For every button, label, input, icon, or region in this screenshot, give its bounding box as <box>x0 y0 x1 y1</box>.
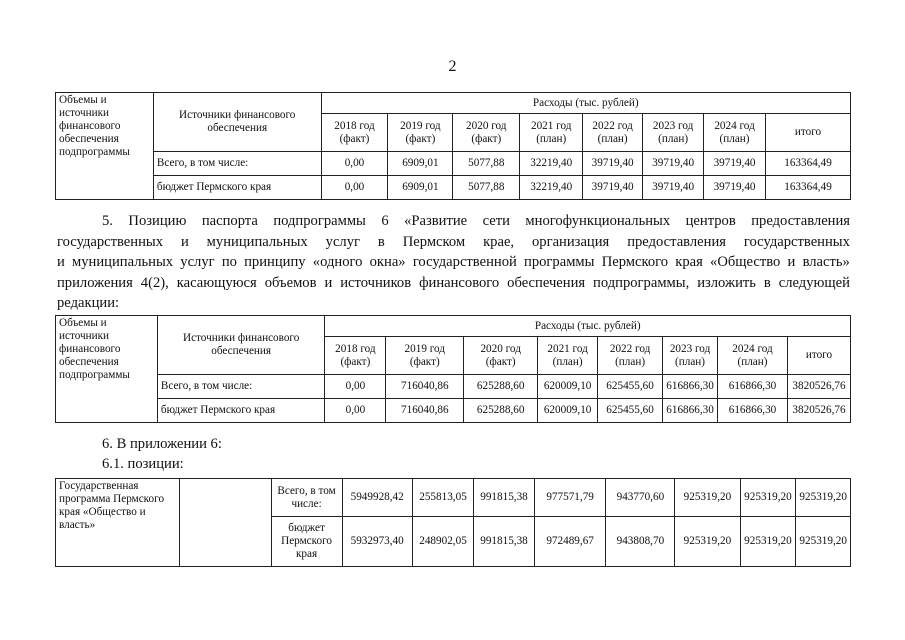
year-header: 2023 год (план) <box>643 114 704 152</box>
subprogram-financing-label: Объемы и источники финансового обеспечения подпрограммы <box>56 93 154 200</box>
table-cell: 616866,30 <box>663 399 718 423</box>
year-header: 2022 год (план) <box>598 337 663 375</box>
table-cell: 991815,38 <box>474 517 535 567</box>
table-cell: 0,00 <box>325 375 386 399</box>
empty-cell <box>180 479 271 567</box>
row-label: Всего, в том числе: <box>271 479 342 517</box>
table-cell: 943770,60 <box>606 479 675 517</box>
table-cell: 5077,88 <box>453 152 520 176</box>
year-header: 2019 год (факт) <box>386 337 464 375</box>
table-cell: 5949928,42 <box>342 479 412 517</box>
table-cell: 716040,86 <box>386 399 464 423</box>
table-cell: 6909,01 <box>388 152 453 176</box>
table-row <box>56 375 851 399</box>
table-cell: 716040,86 <box>386 375 464 399</box>
table-cell: 0,00 <box>321 152 388 176</box>
row-label: бюджет Пермского края <box>153 176 321 200</box>
table-cell: 616866,30 <box>718 399 788 423</box>
text-line: и муниципальных услуг по принципу «одного окна» государственной программы Пермского края «Общество и власть» <box>57 254 850 270</box>
table-cell: 620009,10 <box>538 375 598 399</box>
text-line: редакции: <box>57 295 120 311</box>
year-header: 2021 год (план) <box>538 337 598 375</box>
table-cell: 3820526,76 <box>787 375 850 399</box>
table-cell: 925319,20 <box>796 517 851 567</box>
table-cell: 5077,88 <box>453 176 520 200</box>
row-label: Всего, в том числе: <box>157 375 325 399</box>
total-header: итого <box>787 337 850 375</box>
table-cell: 39719,40 <box>643 152 704 176</box>
table-cell: 255813,05 <box>412 479 473 517</box>
table-cell: 0,00 <box>321 176 388 200</box>
year-header: 2024 год (план) <box>704 114 766 152</box>
year-header: 2023 год (план) <box>663 337 718 375</box>
table-cell: 625455,60 <box>598 399 663 423</box>
section-6-heading: 6. В приложении 6: <box>102 436 222 452</box>
table-row <box>56 399 851 423</box>
table-cell: 991815,38 <box>474 479 535 517</box>
total-header: итого <box>766 114 851 152</box>
table-cell: 972489,67 <box>534 517 606 567</box>
year-header: 2020 год (факт) <box>464 337 538 375</box>
year-header: 2020 год (факт) <box>453 114 520 152</box>
table-cell: 977571,79 <box>534 479 606 517</box>
table-cell: 620009,10 <box>538 399 598 423</box>
program-table <box>55 478 851 567</box>
text-line: приложения 4(2), касающуюся объемов и источников финансового обеспечения подпрограммы, изложить в следующей <box>57 274 850 291</box>
table-cell: 0,00 <box>325 399 386 423</box>
table-cell: 616866,30 <box>718 375 788 399</box>
expenses-header: Расходы (тыс. рублей) <box>325 316 851 337</box>
table-cell: 163364,49 <box>766 152 851 176</box>
subprogram-financing-label: Объемы и источники финансового обеспечения подпрограммы <box>56 316 158 423</box>
sources-header: Источники финансового обеспечения <box>157 316 325 375</box>
year-header: 2018 год (факт) <box>325 337 386 375</box>
table-cell: 943808,70 <box>606 517 675 567</box>
table-cell: 163364,49 <box>766 176 851 200</box>
table-cell: 39719,40 <box>583 176 643 200</box>
table-cell: 625455,60 <box>598 375 663 399</box>
year-header: 2024 год (план) <box>718 337 788 375</box>
row-label: Всего, в том числе: <box>153 152 321 176</box>
table-row <box>56 152 851 176</box>
table-row <box>56 176 851 200</box>
page-number: 2 <box>448 58 457 75</box>
table-cell: 925319,20 <box>740 517 796 567</box>
sources-header: Источники финансового обеспечения <box>153 93 321 152</box>
table-cell: 39719,40 <box>643 176 704 200</box>
expenses-header: Расходы (тыс. рублей) <box>321 93 850 114</box>
year-header: 2019 год (факт) <box>388 114 453 152</box>
table-cell: 925319,20 <box>675 517 740 567</box>
table-cell: 925319,20 <box>740 479 796 517</box>
table-cell: 32219,40 <box>520 176 583 200</box>
table-cell: 625288,60 <box>464 399 538 423</box>
financing-table-1 <box>55 92 851 200</box>
table-cell: 39719,40 <box>704 152 766 176</box>
table-cell: 616866,30 <box>663 375 718 399</box>
table-row <box>56 479 851 517</box>
row-label: бюджет Пермского края <box>157 399 325 423</box>
table-cell: 6909,01 <box>388 176 453 200</box>
table-cell: 32219,40 <box>520 152 583 176</box>
table-cell: 925319,20 <box>796 479 851 517</box>
table-cell: 3820526,76 <box>787 399 850 423</box>
paragraph-5 <box>57 211 850 314</box>
table-cell: 39719,40 <box>704 176 766 200</box>
year-header: 2021 год (план) <box>520 114 583 152</box>
table-cell: 248902,05 <box>412 517 473 567</box>
year-header: 2022 год (план) <box>583 114 643 152</box>
year-header: 2018 год (факт) <box>321 114 388 152</box>
text-line: государственных и муниципальных услуг в Пермском крае, организация предоставления государственных <box>57 233 850 250</box>
financing-table-2 <box>55 315 851 423</box>
row-label: бюджет Пермского края <box>271 517 342 567</box>
text-line: 5. Позицию паспорта подпрограммы 6 «Развитие сети многофункциональных центров предоставления <box>102 213 850 229</box>
section-6-1-heading: 6.1. позиции: <box>102 456 184 472</box>
table-cell: 39719,40 <box>583 152 643 176</box>
program-name: Государственная программа Пермского края «Общество и власть» <box>56 479 180 567</box>
table-cell: 5932973,40 <box>342 517 412 567</box>
table-cell: 925319,20 <box>675 479 740 517</box>
table-cell: 625288,60 <box>464 375 538 399</box>
